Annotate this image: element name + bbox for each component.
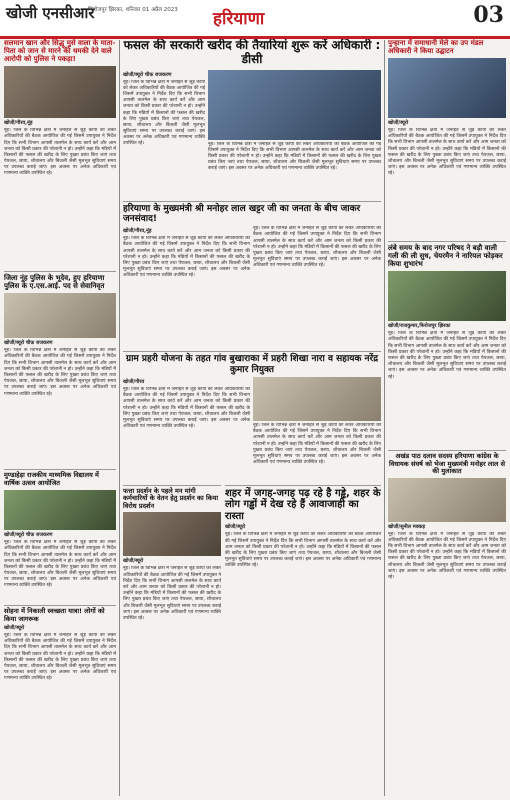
story-headline: सलमान खान और सिद्धू मुसे वाला के माता-पिता को जान से मारने की धमकी देने वाले आरोपी को पुलिस ने पकड़ा! [4,39,116,64]
news-photo [123,512,221,556]
story-body: नूंह। जिले के विभिन्न क्षेत्रों में जनहित से जुड़े कार्यों को लेकर अधिकारियों की बैठक आयोजित की गई जिसमें उपायुक्त ने निर्देश दिए कि सभी विभाग आपसी तालमेल के साथ कार्य करें और आम जनता को किसी प्रकार की परेशानी न हो। उन्होंने कहा कि मंडियों में किसानों की फसल की खरीद के लिए पुख्ता प्रबंध किए जाएं तथा पेयजल, छाया, शौचालय और बिजली जैसी मूलभूत सुविधाएं समय पर उपलब्ध कराई जाएं। इस अवसर पर अनेक अधिकारी एवं गणमान्य व्यक्ति उपस्थित रहे। [4,348,116,397]
story-headline: सोहना में निकाली स्वच्छता यात्रा! लोगों को किया जागरूक [4,607,105,623]
story-block [123,485,221,633]
story-block [123,201,381,349]
story-block [388,241,506,447]
story-text-column [123,377,250,482]
story-byline: खोजी/ब्यूरो [4,625,25,632]
story-headline: लंबे समय के बाद नगर परिषद ने बड़ौ वाली गली की ली सुध, चेयरमैन ने नारियल फोड़कर किया शुभारंभ [388,244,503,269]
story-byline: खोजी/ब्यूरो [123,558,144,565]
dateline: फिरोजपुर झिरका, शनिवार 01 अप्रैल 2023 [88,7,178,13]
center-column [123,39,381,796]
story-byline: खोजी/गौरव,नूंह [123,228,152,235]
story-body: नूंह। जिले के विभिन्न क्षेत्रों में जनहित से जुड़े कार्यों को लेकर अधिकारियों की बैठक आयोजित की गई जिसमें उपायुक्त ने निर्देश दिए कि सभी विभाग आपसी तालमेल के साथ कार्य करें और आम जनता को किसी प्रकार की परेशानी न हो। उन्होंने कहा कि मंडियों में किसानों की फसल की खरीद के लिए पुख्ता प्रबंध किए जाएं तथा पेयजल, छाया, शौचालय और बिजली जैसी मूलभूत सुविधाएं समय पर उपलब्ध कराई जाएं। इस अवसर पर अनेक अधिकारी एवं गणमान्य व्यक्ति उपस्थित रहे। [4,128,116,177]
story-body: नूंह। जिले के विभिन्न क्षेत्रों में जनहित से जुड़े कार्यों को लेकर अधिकारियों की बैठक आयोजित की गई जिसमें उपायुक्त ने निर्देश दिए कि सभी विभाग आपसी तालमेल के साथ कार्य करें और आम जनता को किसी प्रकार की परेशानी न हो। उन्होंने कहा कि मंडियों में किसानों की फसल की खरीद के लिए पुख्ता प्रबंध किए जाएं तथा पेयजल, छाया, शौचालय और बिजली जैसी मूलभूत सुविधाएं समय पर उपलब्ध कराई जाएं। इस अवसर पर अनेक अधिकारी एवं गणमान्य व्यक्ति उपस्थित रहे। [388,531,506,580]
news-photo [4,293,116,338]
story-byline: खोजी/ब्यूरो [225,524,246,531]
story-byline: खोजी/ब्यूरो [388,120,409,127]
story-body: नूंह। जिले के विभिन्न क्षेत्रों में जनहित से जुड़े कार्यों को लेकर अधिकारियों की बैठक आयोजित की गई जिसमें उपायुक्त ने निर्देश दिए कि सभी विभाग आपसी तालमेल के साथ कार्य करें और आम जनता को किसी प्रकार की परेशानी न हो। उन्होंने कहा कि मंडियों में किसानों की फसल की खरीद के लिए पुख्ता प्रबंध किए जाएं तथा पेयजल, छाया, शौचालय और बिजली जैसी मूलभूत सुविधाएं समय पर उपलब्ध कराई जाएं। इस अवसर पर अनेक अधिकारी एवं गणमान्य व्यक्ति उपस्थित रहे। [123,566,221,621]
story-text-column [253,377,381,482]
story-headline: पुन्हाना में समाधानी मेले का उप मंडल अधिकारी ने किया उद्घाटन [388,39,484,56]
lead-media [208,70,381,198]
story-block [4,605,116,693]
lead-text-column [123,70,205,198]
news-photo [388,271,506,321]
column-divider [119,40,120,796]
lead-story [123,70,381,198]
story-columns [123,226,381,348]
story-byline: खोजी/ब्यूरो चीफ़ राजकरण [123,71,172,78]
story-byline: खोजी/गौरव [123,378,145,385]
story-body: नूंह। जिले के विभिन्न क्षेत्रों में जनहित से जुड़े कार्यों को लेकर अधिकारियों की बैठक आयोजित की गई जिसमें उपायुक्त ने निर्देश दिए कि सभी विभाग आपसी तालमेल के साथ कार्य करें और आम जनता को किसी प्रकार की परेशानी न हो। उन्होंने कहा कि मंडियों में किसानों की फसल की खरीद के लिए पुख्ता प्रबंध किए जाएं तथा पेयजल, छाया, शौचालय और बिजली जैसी मूलभूत सुविधाएं समय पर उपलब्ध कराई जाएं। इस अवसर पर अनेक अधिकारी एवं गणमान्य व्यक्ति उपस्थित रहे। [253,422,381,466]
story-block [388,450,506,626]
story-headline: ग्राम प्रहरी योजना के तहत गांव बुखाराका में प्रहरी शिखा नारा व सहायक नरेंद्र कुमार नियुक्त [126,354,378,375]
story-text-column [253,226,381,348]
story-headline: जिला नूंह पुलिस के भूदेव, हुए हरियाणा पुलिस के ए.एस.आई. पद से सेवानिवृत [4,274,105,291]
section-title: हरियाणा [213,9,265,29]
story-columns [123,377,381,482]
story-byline: खोजी/ब्यूरो चीफ़ राजकरण [4,340,53,347]
story-body: नूंह। जिले के विभिन्न क्षेत्रों में जनहित से जुड़े कार्यों को लेकर अधिकारियों की बैठक आयोजित की गई जिसमें उपायुक्त ने निर्देश दिए कि सभी विभाग आपसी तालमेल के साथ कार्य करें और आम जनता को किसी प्रकार की परेशानी न हो। उन्होंने कहा कि मंडियों में किसानों की फसल की खरीद के लिए पुख्ता प्रबंध किए जाएं तथा पेयजल, छाया, शौचालय और बिजली जैसी मूलभूत सुविधाएं समय पर उपलब्ध कराई जाएं। इस अवसर पर अनेक अधिकारी एवं गणमान्य व्यक्ति उपस्थित रहे। [4,540,116,589]
lead-headline: फसल की सरकारी खरीद की तैयारियां शुरू करें अधिकारी : डीसी [123,39,381,66]
news-photo [4,490,116,530]
story-block [123,351,381,482]
page-header [0,0,510,39]
news-photo [4,66,116,118]
story-headline: हरियाणा के मुख्यमंत्री श्री मनोहर लाल खट्टर जी का जनता के बीच जाकर जनसंवाद! [123,203,361,224]
story-text-column [123,226,250,348]
story-body: नूंह। जिले के विभिन्न क्षेत्रों में जनहित से जुड़े कार्यों को लेकर अधिकारियों की बैठक आयोजित की गई जिसमें उपायुक्त ने निर्देश दिए कि सभी विभाग आपसी तालमेल के साथ कार्य करें और आम जनता को किसी प्रकार की परेशानी न हो। उन्होंने कहा कि मंडियों में किसानों की फसल की खरीद के लिए पुख्ता प्रबंध किए जाएं तथा पेयजल, छाया, शौचालय और बिजली जैसी मूलभूत सुविधाएं समय पर उपलब्ध कराई जाएं। इस अवसर पर अनेक अधिकारी एवं गणमान्य व्यक्ति उपस्थित रहे। [123,79,205,147]
news-photo [388,58,506,118]
story-headline: फत्ता प्रदर्शन के पहले मन मांगी कर्मचारियों के वेतन हेतु प्रदर्शन का किया विरोध प्रदर्शन [123,486,219,510]
story-byline: खोजी/ब्यूरो चीफ़ राजकरण [4,532,53,539]
news-photo [388,478,506,522]
story-byline: खोजी/राजकुमार,फिरोजपुर झिरका [388,323,451,330]
story-body: नूंह। जिले के विभिन्न क्षेत्रों में जनहित से जुड़े कार्यों को लेकर अधिकारियों की बैठक आयोजित की गई जिसमें उपायुक्त ने निर्देश दिए कि सभी विभाग आपसी तालमेल के साथ कार्य करें और आम जनता को किसी प्रकार की परेशानी न हो। उन्होंने कहा कि मंडियों में किसानों की फसल की खरीद के लिए पुख्ता प्रबंध किए जाएं तथा पेयजल, छाया, शौचालय और बिजली जैसी मूलभूत सुविधाएं समय पर उपलब्ध कराई जाएं। इस अवसर पर अनेक अधिकारी एवं गणमान्य व्यक्ति उपस्थित रहे। [225,532,381,569]
story-headline: मुण्डाहेड़ा राजकीय माध्यमिक विद्यालय में वार्षिक उत्सव आयोजित [4,471,99,487]
bottom-row [123,485,381,633]
story-body: नूंह। जिले के विभिन्न क्षेत्रों में जनहित से जुड़े कार्यों को लेकर अधिकारियों की बैठक आयोजित की गई जिसमें उपायुक्त ने निर्देश दिए कि सभी विभाग आपसी तालमेल के साथ कार्य करें और आम जनता को किसी प्रकार की परेशानी न हो। उन्होंने कहा कि मंडियों में किसानों की फसल की खरीद के लिए पुख्ता प्रबंध किए जाएं तथा पेयजल, छाया, शौचालय और बिजली जैसी मूलभूत सुविधाएं समय पर उपलब्ध कराई जाएं। इस अवसर पर अनेक अधिकारी एवं गणमान्य व्यक्ति उपस्थित रहे। [388,128,506,177]
story-byline: खोजी/सुनील मक्कड़ [388,523,426,530]
right-column [388,39,506,796]
story-body: नूंह। जिले के विभिन्न क्षेत्रों में जनहित से जुड़े कार्यों को लेकर अधिकारियों की बैठक आयोजित की गई जिसमें उपायुक्त ने निर्देश दिए कि सभी विभाग आपसी तालमेल के साथ कार्य करें और आम जनता को किसी प्रकार की परेशानी न हो। उन्होंने कहा कि मंडियों में किसानों की फसल की खरीद के लिए पुख्ता प्रबंध किए जाएं तथा पेयजल, छाया, शौचालय और बिजली जैसी मूलभूत सुविधाएं समय पर उपलब्ध कराई जाएं। इस अवसर पर अनेक अधिकारी एवं गणमान्य व्यक्ति उपस्थित रहे। [253,226,381,269]
story-body: नूंह। जिले के विभिन्न क्षेत्रों में जनहित से जुड़े कार्यों को लेकर अधिकारियों की बैठक आयोजित की गई जिसमें उपायुक्त ने निर्देश दिए कि सभी विभाग आपसी तालमेल के साथ कार्य करें और आम जनता को किसी प्रकार की परेशानी न हो। उन्होंने कहा कि मंडियों में किसानों की फसल की खरीद के लिए पुख्ता प्रबंध किए जाएं तथा पेयजल, छाया, शौचालय और बिजली जैसी मूलभूत सुविधाएं समय पर उपलब्ध कराई जाएं। इस अवसर पर अनेक अधिकारी एवं गणमान्य व्यक्ति उपस्थित रहे। [123,386,250,430]
story-headline: शहर में जगह-जगह पढ़ रहे है गड्ढे, शहर के लोग गड्ढों में देख रहे हैं आवाजाही का रास्ता [225,487,381,522]
story-body: नूंह। जिले के विभिन्न क्षेत्रों में जनहित से जुड़े कार्यों को लेकर अधिकारियों की बैठक आयोजित की गई जिसमें उपायुक्त ने निर्देश दिए कि सभी विभाग आपसी तालमेल के साथ कार्य करें और आम जनता को किसी प्रकार की परेशानी न हो। उन्होंने कहा कि मंडियों में किसानों की फसल की खरीद के लिए पुख्ता प्रबंध किए जाएं तथा पेयजल, छाया, शौचालय और बिजली जैसी मूलभूत सुविधाएं समय पर उपलब्ध कराई जाएं। इस अवसर पर अनेक अधिकारी एवं गणमान्य व्यक्ति उपस्थित रहे। [4,633,116,682]
story-body: नूंह। जिले के विभिन्न क्षेत्रों में जनहित से जुड़े कार्यों को लेकर अधिकारियों की बैठक आयोजित की गई जिसमें उपायुक्त ने निर्देश दिए कि सभी विभाग आपसी तालमेल के साथ कार्य करें और आम जनता को किसी प्रकार की परेशानी न हो। उन्होंने कहा कि मंडियों में किसानों की फसल की खरीद के लिए पुख्ता प्रबंध किए जाएं तथा पेयजल, छाया, शौचालय और बिजली जैसी मूलभूत सुविधाएं समय पर उपलब्ध कराई जाएं। इस अवसर पर अनेक अधिकारी एवं गणमान्य व्यक्ति उपस्थित रहे। [123,236,250,279]
story-body: नूंह। जिले के विभिन्न क्षेत्रों में जनहित से जुड़े कार्यों को लेकर अधिकारियों की बैठक आयोजित की गई जिसमें उपायुक्त ने निर्देश दिए कि सभी विभाग आपसी तालमेल के साथ कार्य करें और आम जनता को किसी प्रकार की परेशानी न हो। उन्होंने कहा कि मंडियों में किसानों की फसल की खरीद के लिए पुख्ता प्रबंध किए जाएं तथा पेयजल, छाया, शौचालय और बिजली जैसी मूलभूत सुविधाएं समय पर उपलब्ध कराई जाएं। इस अवसर पर अनेक अधिकारी एवं गणमान्य व्यक्ति उपस्थित रहे। [388,331,506,380]
column-divider [384,40,385,796]
story-block [4,271,116,466]
story-body: नूंह। जिले के विभिन्न क्षेत्रों में जनहित से जुड़े कार्यों को लेकर अधिकारियों की बैठक आयोजित की गई जिसमें उपायुक्त ने निर्देश दिए कि सभी विभाग आपसी तालमेल के साथ कार्य करें और आम जनता को किसी प्रकार की परेशानी न हो। उन्होंने कहा कि मंडियों में किसानों की फसल की खरीद के लिए पुख्ता प्रबंध किए जाएं तथा पेयजल, छाया, शौचालय और बिजली जैसी मूलभूत सुविधाएं समय पर उपलब्ध कराई जाएं। इस अवसर पर अनेक अधिकारी एवं गणमान्य व्यक्ति उपस्थित रहे। [208,141,381,172]
page-number: 03 [473,2,504,28]
news-photo [253,377,381,421]
story-block [4,469,116,602]
news-photo [208,70,381,140]
story-headline: अखंड पाठ दलाव सदस्य हरियाणा कांग्रेस के विधायक संघर्ष को भेजा मुख्यमंत्री मनोहर लाल से की मुलाकात [388,452,506,476]
story-byline: खोजी/गौरव,नूंह [4,120,33,127]
masthead: खोजी एनसीआर [6,4,95,22]
story-block [225,485,381,633]
left-column [4,39,116,796]
